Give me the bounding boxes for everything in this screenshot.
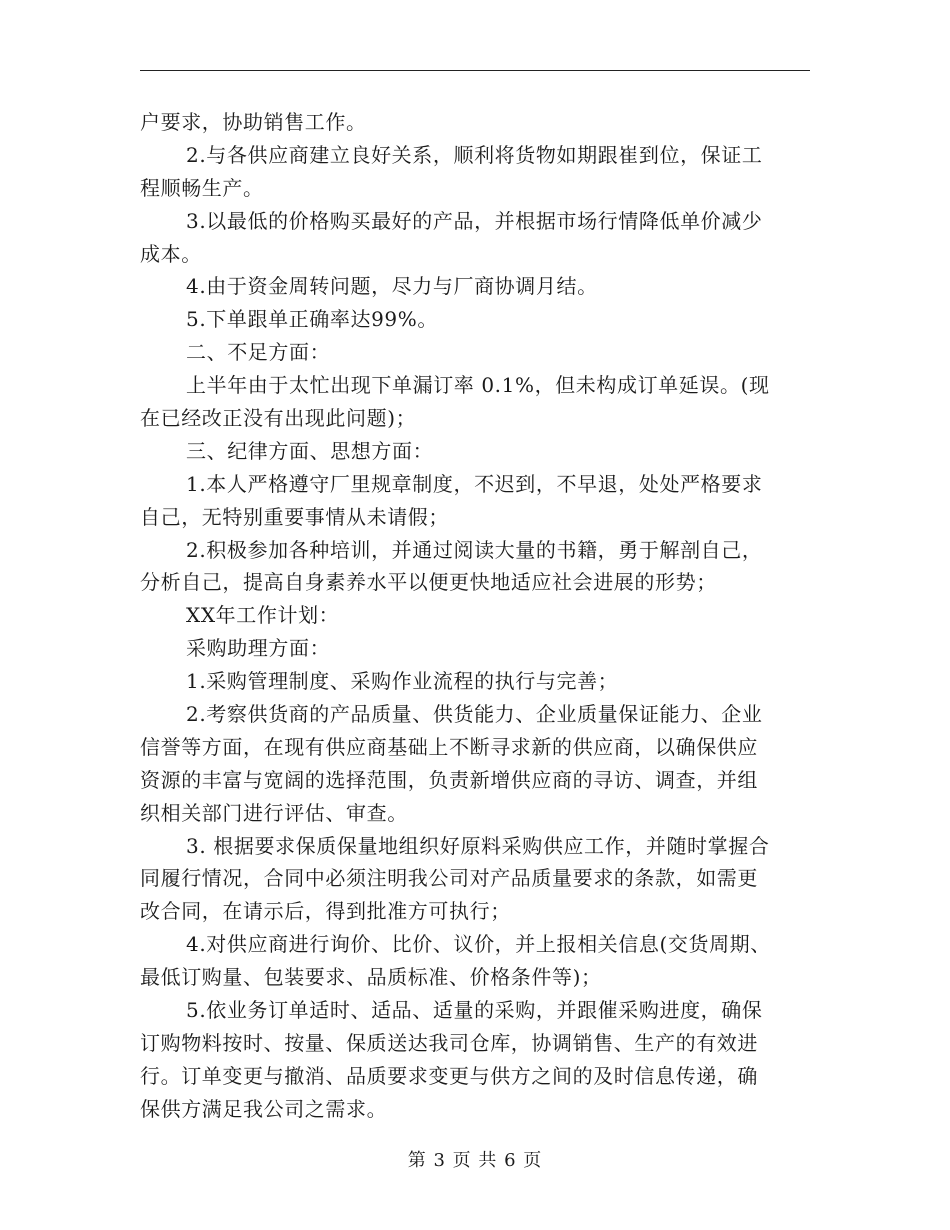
text-line: 自己，无特别重要事情从未请假；	[140, 504, 449, 529]
text-line: 信誉等方面，在现有供应商基础上不断寻求新的供应商，以确保供应	[140, 734, 758, 759]
text-line: 同履行情况，合同中必须注明我公司对产品质量要求的条款，如需更	[140, 866, 758, 891]
text-line: 1.采购管理制度、采购作业流程的执行与完善；	[186, 669, 619, 694]
text-line: 4.由于资金周转问题，尽力与厂商协调月结。	[186, 274, 598, 299]
text-line: 二、不足方面：	[186, 340, 331, 365]
text-line: 程顺畅生产。	[140, 175, 264, 200]
text-line: 最低订购量、包装要求、品质标准、价格条件等)；	[140, 965, 602, 990]
text-line: 3.以最低的价格购买最好的产品，并根据市场行情降低单价减少	[186, 208, 763, 233]
text-line: 改合同，在请示后，得到批准方可执行；	[140, 899, 511, 924]
text-line: 成本。	[140, 241, 202, 266]
text-line: 4.对供应商进行询价、比价、议价，并上报相关信息(交货周期、	[186, 932, 771, 957]
text-line: 5.下单跟单正确率达99%。	[186, 307, 438, 332]
body-text	[140, 106, 812, 1126]
text-line: 分析自己，提高自身素养水平以便更快地适应社会进展的形势；	[140, 570, 717, 595]
text-line: 2.积极参加各种培训，并通过阅读大量的书籍，勇于解剖自己，	[186, 537, 763, 562]
text-line: XX年工作计划：	[186, 603, 340, 628]
text-line: 在已经改正没有出现此问题)；	[140, 406, 417, 431]
text-line: 2.与各供应商建立良好关系，顺利将货物如期跟崔到位，保证工	[186, 142, 763, 167]
text-line: 资源的丰富与宽阔的选择范围，负责新增供应商的寻访、调查，并组	[140, 767, 758, 792]
text-line: 2.考察供货商的产品质量、供货能力、企业质量保证能力、企业	[186, 702, 763, 727]
text-line: 3. 根据要求保质保量地组织好原料采购供应工作，并随时掌握合	[186, 833, 770, 858]
text-line: 户要求，协助销售工作。	[140, 110, 367, 134]
text-line: 5.依业务订单适时、适品、适量的采购，并跟催采购进度，确保	[186, 998, 763, 1023]
text-line: 三、纪律方面、思想方面：	[186, 438, 434, 463]
page-footer: 第 3 页 共 6 页	[407, 1150, 543, 1171]
text-line: 订购物料按时、按量、保质送达我司仓库，协调销售、生产的有效进	[140, 1030, 758, 1055]
text-line: 织相关部门进行评估、审查。	[140, 800, 408, 825]
text-line: 保供方满足我公司之需求。	[140, 1096, 388, 1121]
header-rule	[140, 70, 810, 71]
text-line: 1.本人严格遵守厂里规章制度，不迟到，不早退，处处严格要求	[186, 471, 763, 496]
text-line: 采购助理方面：	[186, 636, 331, 661]
text-line: 上半年由于太忙出现下单漏订率 0.1%，但未构成订单延误。(现	[186, 373, 770, 398]
text-line: 行。订单变更与撤消、品质要求变更与供方之间的及时信息传递，确	[140, 1063, 758, 1088]
